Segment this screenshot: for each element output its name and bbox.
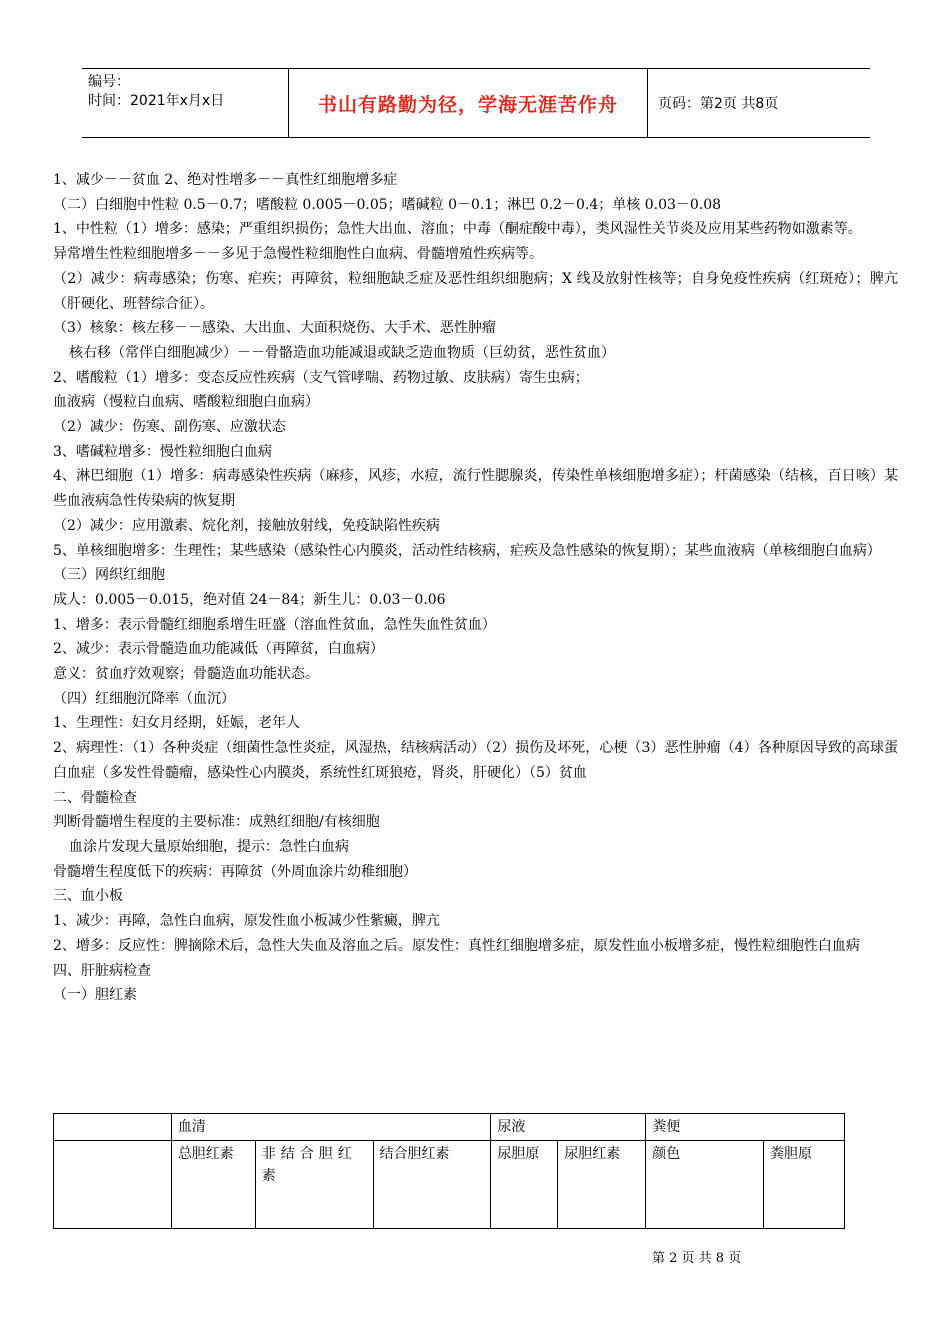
text-line: 2、减少：表示骨髓造血功能减低（再障贫，白血病） <box>53 641 384 658</box>
text-line: 判断骨髓增生程度的主要标准：成熟红细胞/有核细胞 <box>53 814 380 831</box>
document-body <box>53 168 898 1008</box>
page-footer: 第 2 页 共 8 页 <box>652 1251 742 1266</box>
text-line: 四、肝脏病检查 <box>53 962 151 979</box>
text-line: 成人：0.005－0.015，绝对值 24－84；新生儿：0.03－0.06 <box>53 591 446 608</box>
table-group-header: 尿液 <box>491 1114 646 1141</box>
table-column-header: 颜色 <box>646 1141 764 1229</box>
text-line: 2、嗜酸粒（1）增多：变态反应性疾病（支气管哮喘、药物过敏、皮肤病）寄生虫病； <box>53 369 589 386</box>
text-line: （2）减少：应用激素、烷化剂，接触放射线，免疫缺陷性疾病 <box>53 517 440 534</box>
table-column-header: 粪胆原 <box>764 1141 845 1229</box>
text-line: 二、骨髓检查 <box>53 789 137 806</box>
text-line: （四）红细胞沉降率（血沉） <box>53 690 235 707</box>
text-line: 4、淋巴细胞（1）增多：病毒感染性疾病（麻疹，风疹，水痘，流行性腮腺炎，传染性单核细胞增多症）；杆菌感染（结核，百日咳）某些血液病急性传染病的恢复期 <box>53 468 898 510</box>
text-line: 异常增生性粒细胞增多－－多见于急慢性粒细胞性白血病、骨髓增殖性疾病等。 <box>53 246 543 263</box>
table-column-header: 尿胆原 <box>491 1141 558 1229</box>
table-column-header: 总胆红素 <box>171 1141 255 1229</box>
text-line: 1、减少：再障，急性白血病，原发性血小板减少性紫癜，脾亢 <box>53 913 440 930</box>
text-line: 3、嗜碱粒增多：慢性粒细胞白血病 <box>53 443 272 460</box>
text-line: 骨髓增生程度低下的疾病：再障贫（外周血涂片幼稚细胞） <box>53 863 417 880</box>
date-label: 时间：2021年x月x日 <box>88 93 225 109</box>
text-line: 血涂片发现大量原始细胞，提示：急性白血病 <box>69 838 349 855</box>
table-group-row <box>54 1114 845 1141</box>
text-line: （2）减少：伤寒、副伤寒、应激状态 <box>53 419 286 436</box>
text-line: 5、单核细胞增多：生理性；某些感染（感染性心内膜炎，活动性结核病，疟疾及急性感染的恢复期）；某些血液病（单核细胞白血病） <box>53 542 881 559</box>
text-line: 2、病理性：（1）各种炎症（细菌性急性炎症，风湿热，结核病活动）（2）损伤及坏死，心梗（3）恶性肿瘤（4）各种原因导致的高球蛋白血症（多发性骨髓瘤，感染性心内膜炎，系统性红斑狼疮，肾炎，肝硬化）（5）贫血 <box>53 740 898 781</box>
page-header <box>82 68 870 138</box>
text-line: （3）核象：核左移－－感染、大出血、大面积烧伤、大手术、恶性肿瘤 <box>53 320 496 337</box>
text-line: （三）网织红细胞 <box>53 567 165 584</box>
table-cell <box>54 1141 172 1229</box>
text-line: 核右移（常伴白细胞减少）－－骨骼造血功能减退或缺乏造血物质（巨幼贫，恶性贫血） <box>69 344 615 361</box>
table-column-header: 结合胆红素 <box>373 1141 491 1229</box>
header-motto: 书山有路勤为径，学海无涯苦作舟 <box>289 69 648 137</box>
text-line: （2）减少：病毒感染；伤寒、疟疾；再障贫，粒细胞缺乏症及恶性组织细胞病；X 线及放射性核等；自身免疫性疾病（红斑疮）；脾亢（肝硬化、班替综合征）。 <box>53 270 898 312</box>
table-cell <box>54 1114 172 1141</box>
header-page-label: 页码：第2页 共8页 <box>658 96 779 112</box>
table-column-header: 尿胆红素 <box>558 1141 646 1229</box>
table-column-header: 非结合胆红素 <box>255 1141 373 1229</box>
text-line: 1、增多：表示骨髓红细胞系增生旺盛（溶血性贫血，急性失血性贫血） <box>53 616 496 633</box>
text-line: 1、生理性：妇女月经期，妊娠，老年人 <box>53 715 300 732</box>
text-line: 意义：贫血疗效观察；骨髓造血功能状态。 <box>53 666 319 683</box>
text-line: （二）白细胞中性粒 0.5－0.7；嗜酸粒 0.005－0.05；嗜碱粒 0－0.1；淋巴 0.2－0.4；单核 0.03－0.08 <box>53 196 722 213</box>
table-group-header: 血清 <box>171 1114 491 1141</box>
text-line: 1、减少－－贫血 2、绝对性增多－－真性红细胞增多症 <box>53 172 398 188</box>
text-line: 血液病（慢粒白血病、嗜酸粒细胞白血病） <box>53 394 319 411</box>
bilirubin-table <box>53 1113 845 1229</box>
table-header-row <box>54 1141 845 1229</box>
text-line: 三、血小板 <box>53 888 123 905</box>
number-label: 编号： <box>88 74 130 90</box>
text-line: 1、中性粒（1）增多：感染；严重组织损伤；急性大出血、溶血；中毒（酮症酸中毒），类风湿性关节炎及应用某些药物如激素等。 <box>53 221 862 238</box>
table-group-header: 粪便 <box>646 1114 845 1141</box>
header-meta <box>82 69 289 137</box>
text-line: 2、增多：反应性：脾摘除术后，急性大失血及溶血之后。原发性：真性红细胞增多症，原发性血小板增多症，慢性粒细胞性白血病 <box>53 937 860 954</box>
text-line: （一）胆红素 <box>53 987 137 1004</box>
